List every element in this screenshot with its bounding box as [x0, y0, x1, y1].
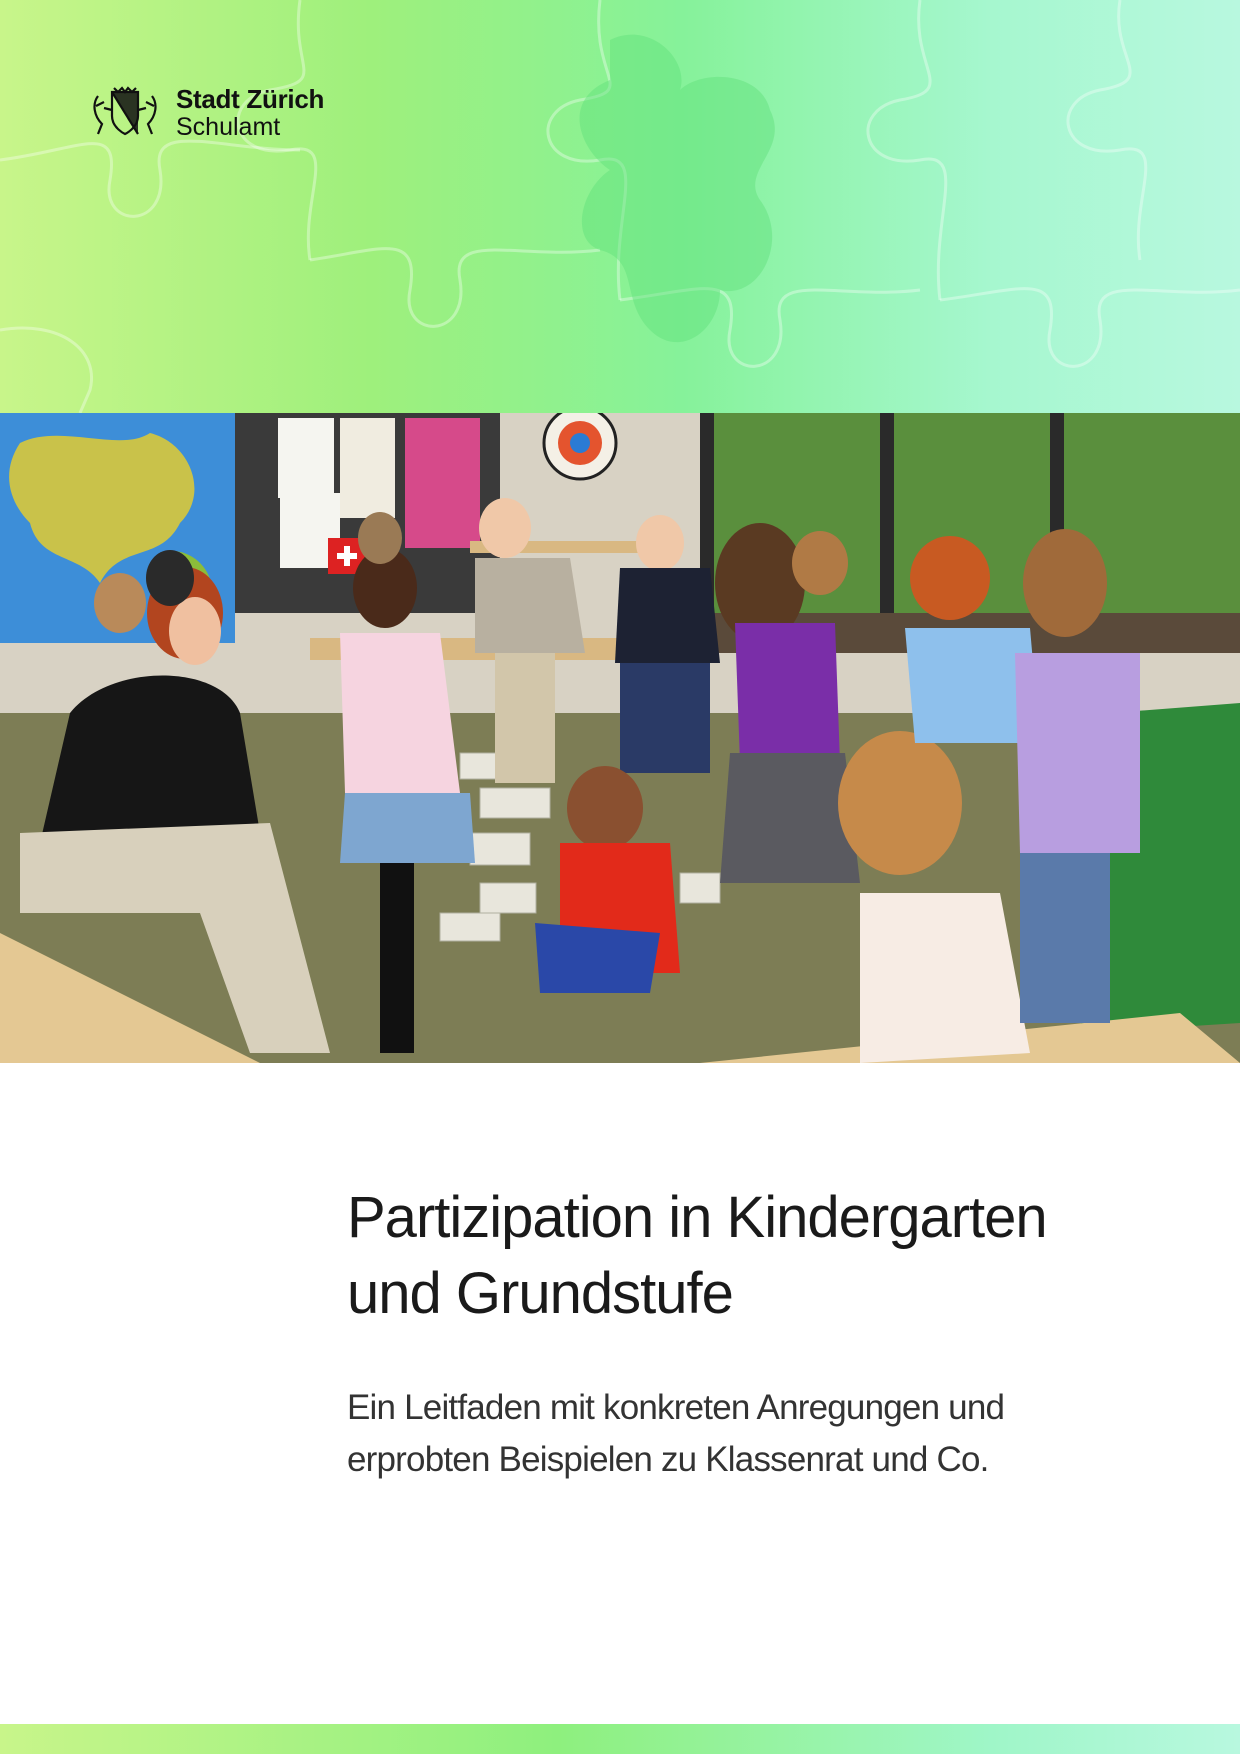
- stadt-zurich-logo: [88, 86, 324, 140]
- highlight-puzzle-piece: [580, 35, 775, 343]
- zurich-coat-of-arms-icon: [88, 86, 162, 140]
- classroom-photo: [0, 413, 1240, 1063]
- footer-band: [0, 1724, 1240, 1754]
- logo-city-name: Stadt Zürich: [176, 84, 325, 114]
- subtitle-line-2: erprobten Beispielen zu Klassenrat und Co.: [347, 1440, 989, 1479]
- puzzle-pattern: [0, 0, 1240, 413]
- document-title: [347, 1180, 1147, 1332]
- document-subtitle: [347, 1382, 1147, 1486]
- subtitle-line-1: Ein Leitfaden mit konkreten Anregungen und: [347, 1388, 1005, 1427]
- logo-department-name: Schulamt: [176, 113, 281, 141]
- title-line-1: Partizipation in Kindergarten: [347, 1185, 1047, 1250]
- header-band: [0, 0, 1240, 413]
- title-line-2: und Grundstufe: [347, 1261, 733, 1326]
